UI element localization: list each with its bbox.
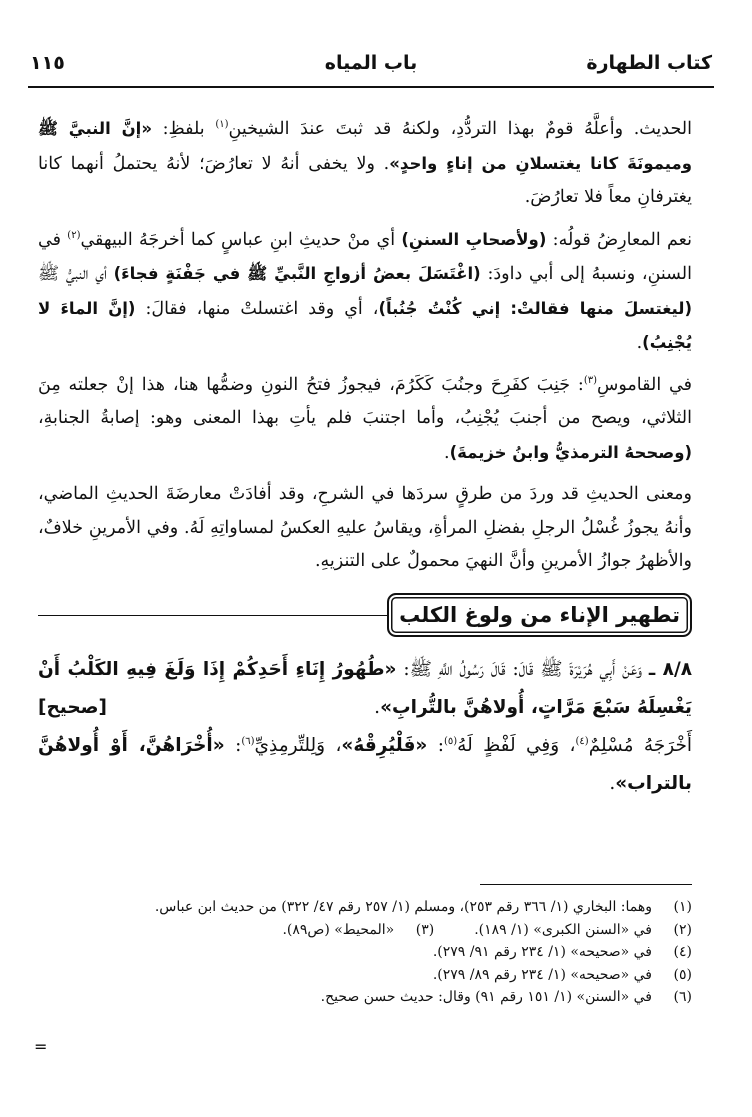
hadith-quote: «إنَّ النبيَّ ﷺ وميمونَةَ كانا يغتسلانِ من إناءٍ واحدٍ»: [38, 119, 692, 173]
text-run: وَعَنْ أَبِي هُرَيْرَةَ ﷺ قَالَ: قَالَ رَسُولُ اللَّهِ ﷺ:: [396, 658, 649, 680]
footnote: [282, 919, 434, 942]
text-run: :: [427, 734, 444, 756]
text-run: في القاموسِ: [597, 374, 692, 395]
text-run: : جَنِبَ كفَرِحَ وجنُبَ كَكَرُمَ، فيجوزُ فتحُ النونِ وضمُّها هنا، هذا إنْ جعلته مِنَ الثلاثي، ويصح من أجنبَ يُجْنِبُ، وأما اجتنبَ فلم يأتِ بهذا المعنى وهو: إصابةُ الجنابةِ،: [38, 374, 692, 428]
section-heading-row: [38, 593, 692, 641]
matn-quote: (وصححهُ الترمذيُّ وابنُ خزيمةَ): [449, 442, 692, 462]
text-run: ومعنى الحديثِ قد وردَ من طرقٍ سردَها في الشرحِ، وقد أفادَتْ معارضَةَ الحديثِ الماضي، وأنهُ يجوزُ غُسْلُ الرجلِ بفضلِ المرأةِ، ويقاسُ عليهِ العكسُ لمساواتِهِ لَهُ. وفي الأمرينِ خلافٌ، والأظهرُ جوازُ الأمرينِ وأنَّ النهيَ محمولٌ على التنزيهِ.: [38, 484, 692, 571]
header-rule: [28, 86, 714, 88]
matn-quote: (إنَّ الماءَ لا يُجْنِبُ): [38, 298, 692, 352]
matn-quote: (اغْتَسَلَ بعضُ أزواجِ النَّبيِّ ﷺ في جَفْنَةٍ فجاءَ): [113, 264, 481, 283]
text-run: .: [374, 696, 381, 718]
footnote-ref[interactable]: (٥): [443, 735, 458, 747]
footnote: [40, 896, 692, 919]
text-run: الحديث. وأعلَّهُ قومٌ بهذا التردُّدِ، ولكنهُ قد ثبتَ عندَ الشيخينِ: [228, 119, 692, 139]
page-header: [30, 52, 712, 82]
footnotes: [40, 896, 692, 1009]
footnote-number: (٥): [673, 966, 692, 983]
footnote-text: في «السنن» (١/ ١٥١ رقم ٩١) وقال: حديث حسن صحيح.: [320, 989, 652, 1005]
text-run: نعم المعارِضُ قولُه:: [546, 229, 692, 250]
footnote: [40, 964, 692, 987]
footnote-ref[interactable]: (٣): [583, 374, 598, 386]
footnote: [40, 941, 692, 964]
footnote: [474, 919, 692, 942]
footnote-ref[interactable]: (٦): [241, 735, 255, 747]
text-run: بلفظِ:: [152, 119, 216, 139]
text-run: أي منْ حديثِ ابنِ عباسٍ كما أخرجَهُ البيهقي: [80, 229, 402, 250]
text-run: .: [609, 772, 616, 794]
hadith-text: [38, 651, 692, 727]
text-run: .: [444, 442, 450, 463]
footnote-ref[interactable]: (١): [215, 119, 229, 131]
text-run: ، أي وقد اغتسلتْ منها، فقالَ:: [135, 298, 379, 319]
footnote-number: (٤): [673, 944, 692, 960]
section-heading: تطهير الإناء من ولوغ الكلب: [387, 593, 692, 637]
text-run: أي النبيُّ ﷺ: [38, 264, 114, 284]
footnote: [40, 986, 692, 1009]
chapter-title: باب المياه: [324, 52, 418, 74]
hadith-quote: «أُخْرَاهُنَّ، أَوْ أُولاهُنَّ بالتراب»: [38, 734, 692, 794]
footnote-rule: [480, 884, 692, 885]
paragraph: [38, 369, 692, 471]
footnote-text: في «صحيحه» (١/ ٢٣٤ رقم ٩١/ ٢٧٩).: [432, 944, 652, 960]
matn-quote: (ولأصحابِ السننِ): [401, 229, 547, 249]
footnote-ref[interactable]: (٤): [575, 735, 589, 747]
text-run: أَخْرَجَهُ مُسْلِمٌ: [588, 734, 693, 756]
hadith-takhrij: [38, 727, 692, 803]
book-title: كتاب الطهارة: [586, 52, 712, 74]
footnote-number: (٦): [673, 989, 692, 1005]
page-number: ١١٥: [30, 52, 65, 74]
main-text: [38, 112, 692, 803]
text-run: ، وَفِي لَفْظٍ لَهُ: [457, 734, 576, 756]
footnote-pair: [40, 919, 692, 942]
hadith-grade: [صحيح]: [38, 696, 108, 718]
footnote-text: في «صحيحه» (١/ ٢٣٤ رقم ٨٩/ ٢٧٩).: [432, 966, 652, 983]
text-run: :: [224, 734, 242, 756]
footnote-text: وهما: البخاري (١/ ٣٦٦ رقم ٢٥٣)، ومسلم (١/ ٢٥٧ رقم ٤٧/ ٣٢٢) من حديث ابن عباس.: [154, 899, 652, 915]
paragraph: [38, 223, 692, 361]
footnote-ref[interactable]: (٢): [67, 229, 81, 241]
footnote-text: في «السنن الكبرى» (١/ ١٨٩).: [474, 921, 652, 938]
hadith-quote: «فَلْيُرِقْهُ»: [341, 734, 428, 756]
margin-mark: =: [34, 1037, 48, 1056]
footnote-text: «المحيط» (ص٨٩).: [282, 921, 395, 938]
footnote-number: (٢): [673, 921, 692, 938]
paragraph: [38, 112, 692, 215]
paragraph: [38, 478, 692, 579]
footnote-number: (٣): [415, 921, 435, 938]
footnote-number: (١): [673, 899, 692, 915]
matn-quote: (ليغتسلَ منها فقالتْ: إني كُنْتُ جُنُباً): [378, 298, 692, 318]
text-run: ، وَلِلتِّرمِذِيِّ: [254, 734, 342, 756]
text-run: .: [636, 333, 643, 353]
text-run: . ولا يخفى أنهُ لا تعارُضَ؛ لأنهُ يحتملُ أنهما كانا يغترفانِ معاً فلا تعارُضَ.: [38, 153, 692, 207]
text-run: في السننِ، ونسبهُ إلى أبي داودَ:: [38, 229, 692, 284]
hadith-quote: «طُهُورُ إِنَاءِ أَحَدِكُمْ إِذَا وَلَغَ فِيهِ الكَلْبُ أَنْ يَغْسِلَهُ سَبْعَ مَرَّاتٍ، أُولاهُنَّ بالتُّرابِ»: [38, 658, 692, 718]
hadith-number: ٨/٨ ـ: [648, 658, 692, 680]
